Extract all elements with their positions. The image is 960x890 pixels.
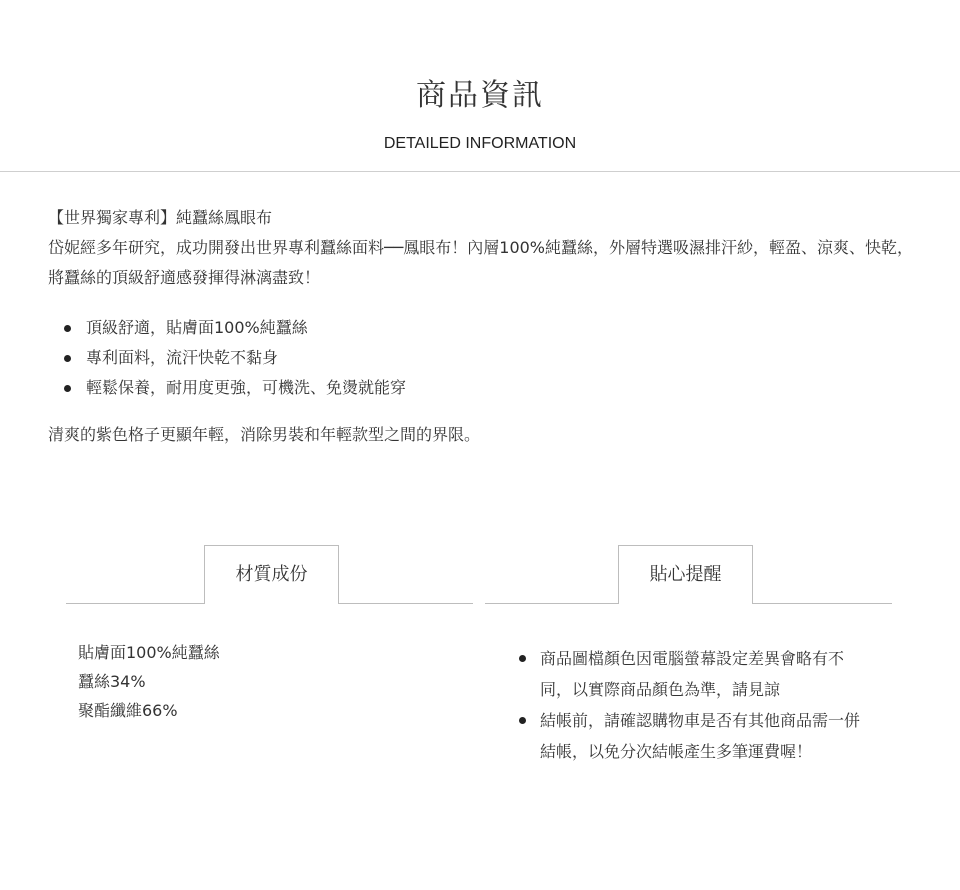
material-panel <box>78 638 458 725</box>
product-description <box>48 203 918 450</box>
feature-list <box>48 313 918 403</box>
notice-tab-bar <box>485 545 892 604</box>
feature-item: 頂級舒適，貼膚面100%純蠶絲 <box>48 313 918 343</box>
page-subtitle: DETAILED INFORMATION <box>383 135 577 152</box>
page-title: 商品資訊 <box>416 78 544 113</box>
material-line: 蠶絲34% <box>78 672 146 691</box>
material-tab-bar <box>66 545 473 604</box>
notice-item: 結帳前，請確認購物車是否有其他商品需一併結帳，以免分次結帳產生多筆運費喔！ <box>540 705 870 767</box>
description-closing: 清爽的紫色格子更顯年輕，消除男裝和年輕款型之間的界限。 <box>48 425 481 444</box>
feature-item: 輕鬆保養，耐用度更強，可機洗、免燙就能穿 <box>48 373 918 403</box>
notice-item: 商品圖檔顏色因電腦螢幕設定差異會略有不同，以實際商品顏色為準，請見諒 <box>540 643 870 705</box>
section-header <box>0 0 960 172</box>
material-line: 聚酯纖維66% <box>78 701 178 720</box>
description-headline: 【世界獨家專利】純蠶絲鳳眼布 <box>48 208 273 227</box>
tab-notice[interactable]: 貼心提醒 <box>618 545 753 604</box>
material-line: 貼膚面100%純蠶絲 <box>78 643 220 662</box>
feature-item: 專利面料，流汗快乾不黏身 <box>48 343 918 373</box>
description-intro: 岱妮經多年研究，成功開發出世界專利蠶絲面料──鳳眼布！內層100%純蠶絲，外層特選吸濕排汗紗，輕盈、涼爽、快乾，將蠶絲的頂級舒適感發揮得淋漓盡致！ <box>48 238 914 287</box>
tab-material[interactable]: 材質成份 <box>204 545 339 604</box>
notice-list <box>540 643 870 767</box>
